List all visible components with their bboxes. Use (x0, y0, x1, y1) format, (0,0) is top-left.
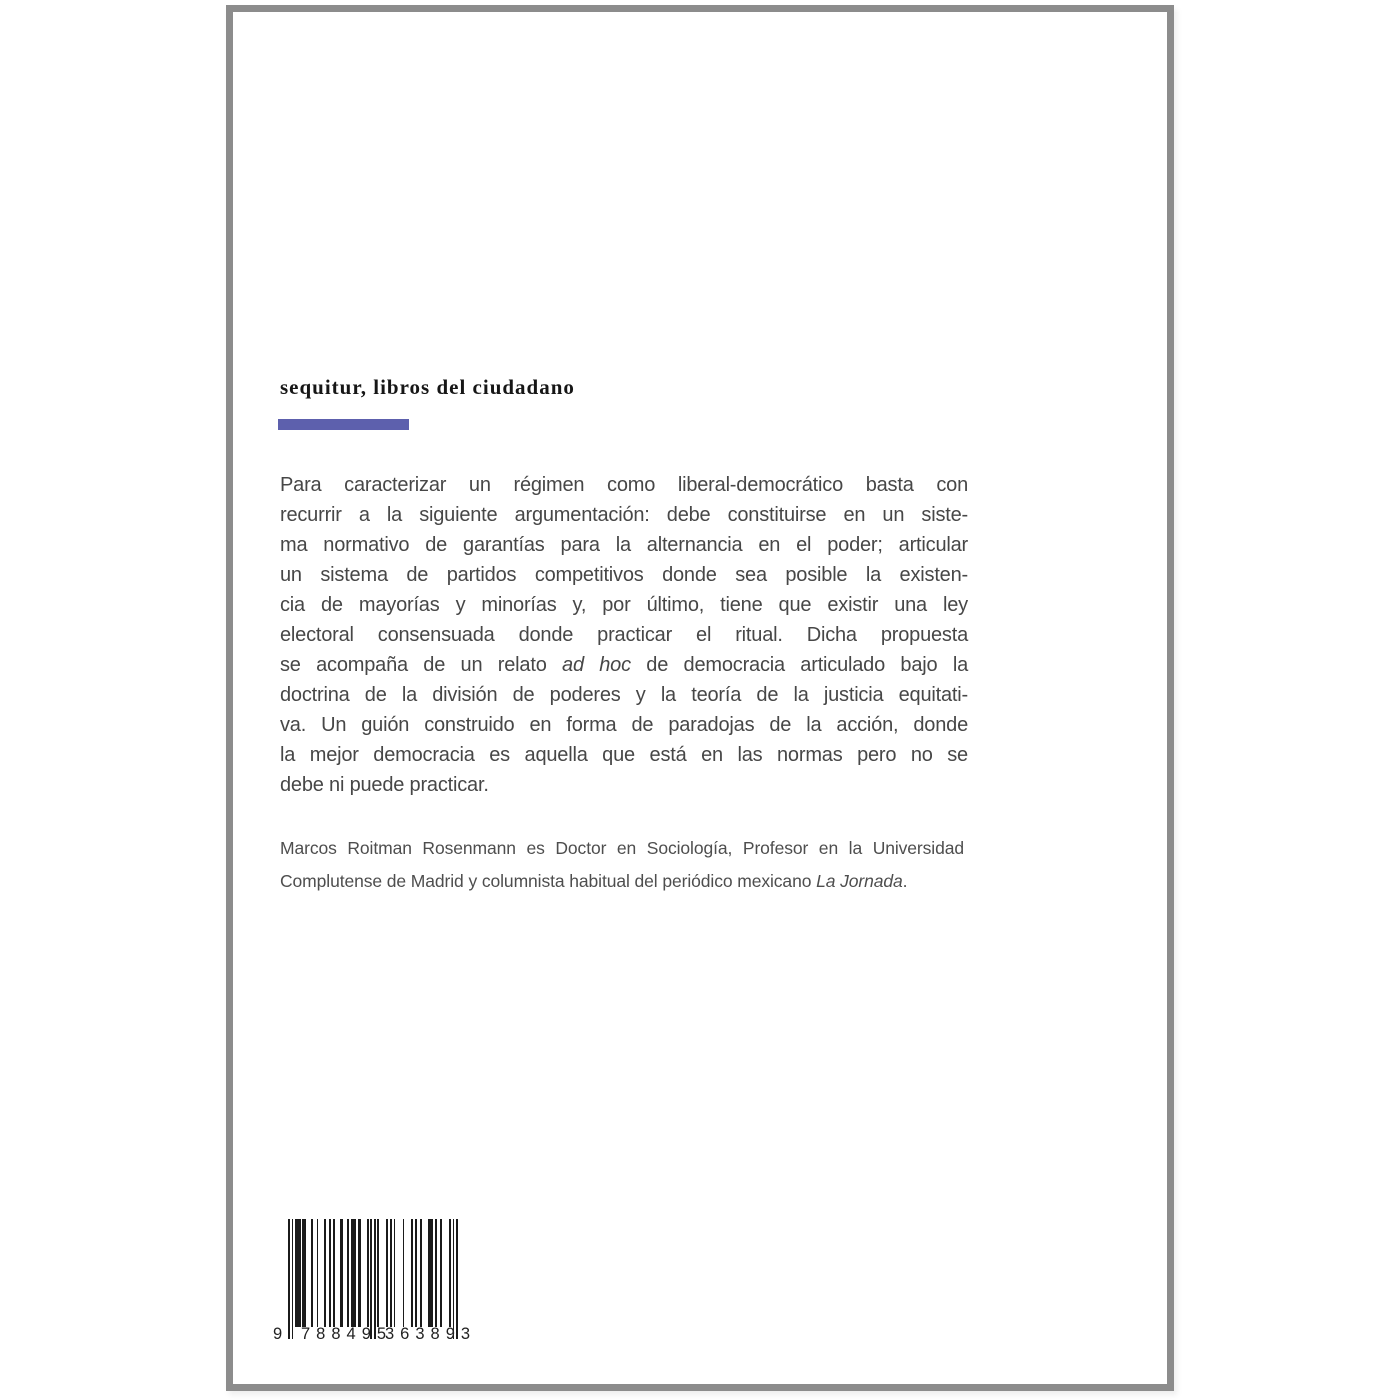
barcode-bar (374, 1219, 376, 1339)
barcode-bar (456, 1219, 458, 1339)
accent-divider-bar (278, 419, 409, 430)
barcode-bar (411, 1219, 413, 1327)
barcode-bar (428, 1219, 433, 1327)
barcode-bar (440, 1219, 442, 1327)
isbn-barcode (273, 1219, 477, 1361)
barcode-bar (311, 1219, 313, 1327)
text-line: debe ni puede practicar. (280, 774, 489, 796)
barcode-bar (435, 1219, 437, 1327)
barcode-bar (377, 1219, 379, 1327)
barcode-bar (317, 1219, 319, 1327)
barcode-bar (351, 1219, 356, 1327)
text-line: electoral consensuada donde practicar el ritual. Dicha propuesta (280, 624, 968, 646)
text-line: Complutense de Madrid y columnista habitual del periódico mexicano La Jornada. (280, 871, 908, 891)
barcode-bar (333, 1219, 335, 1327)
barcode-bars (288, 1219, 458, 1339)
barcode-bar (302, 1219, 306, 1327)
barcode-bar (288, 1219, 290, 1339)
text-line: la mejor democracia es aquella que está en las normas pero no se (280, 744, 968, 766)
barcode-bar (370, 1219, 372, 1339)
barcode-bar (329, 1219, 331, 1327)
author-bio (280, 832, 964, 898)
barcode-bar (358, 1219, 362, 1327)
barcode-bar (367, 1219, 369, 1327)
barcode-bar (295, 1219, 300, 1327)
barcode-digits-group1: 788495 (301, 1325, 393, 1343)
barcode-bar (403, 1219, 405, 1327)
barcode-bar (386, 1219, 388, 1327)
text-line: un sistema de partidos competitivos donde sea posible la existen- (280, 564, 968, 586)
text-line: se acompaña de un relato ad hoc de democracia articulado bajo la (280, 654, 968, 676)
barcode-bar (390, 1219, 392, 1327)
barcode-digits (273, 1325, 477, 1349)
text-line: cia de mayorías y minorías y, por último, tiene que existir una ley (280, 594, 968, 616)
barcode-digits-group2: 363893 (385, 1325, 477, 1343)
barcode-bar (347, 1219, 349, 1327)
book-blurb (280, 470, 968, 800)
barcode-bar (415, 1219, 417, 1327)
barcode-bar (453, 1219, 455, 1339)
text-line: Marcos Roitman Rosenmann es Doctor en Sociología, Profesor en la Universidad (280, 838, 964, 858)
barcode-bar (394, 1219, 396, 1327)
publisher-imprint: sequitur, libros del ciudadano (280, 375, 575, 399)
text-line: ma normativo de garantías para la alternancia en el poder; articular (280, 534, 968, 556)
text-line: doctrina de la división de poderes y la teoría de la justicia equitati- (280, 684, 968, 706)
book-back-cover (226, 5, 1174, 1391)
barcode-bar (292, 1219, 294, 1339)
barcode-bar (449, 1219, 451, 1327)
barcode-bar (324, 1219, 326, 1327)
barcode-digit-system: 9 (273, 1325, 283, 1343)
text-line: Para caracterizar un régimen como liberal-democrático basta con (280, 474, 968, 496)
barcode-bar (420, 1219, 422, 1327)
barcode-bar (340, 1219, 344, 1327)
text-line: recurrir a la siguiente argumentación: debe constituirse en un siste- (280, 504, 968, 526)
text-line: va. Un guión construido en forma de paradojas de la acción, donde (280, 714, 968, 736)
